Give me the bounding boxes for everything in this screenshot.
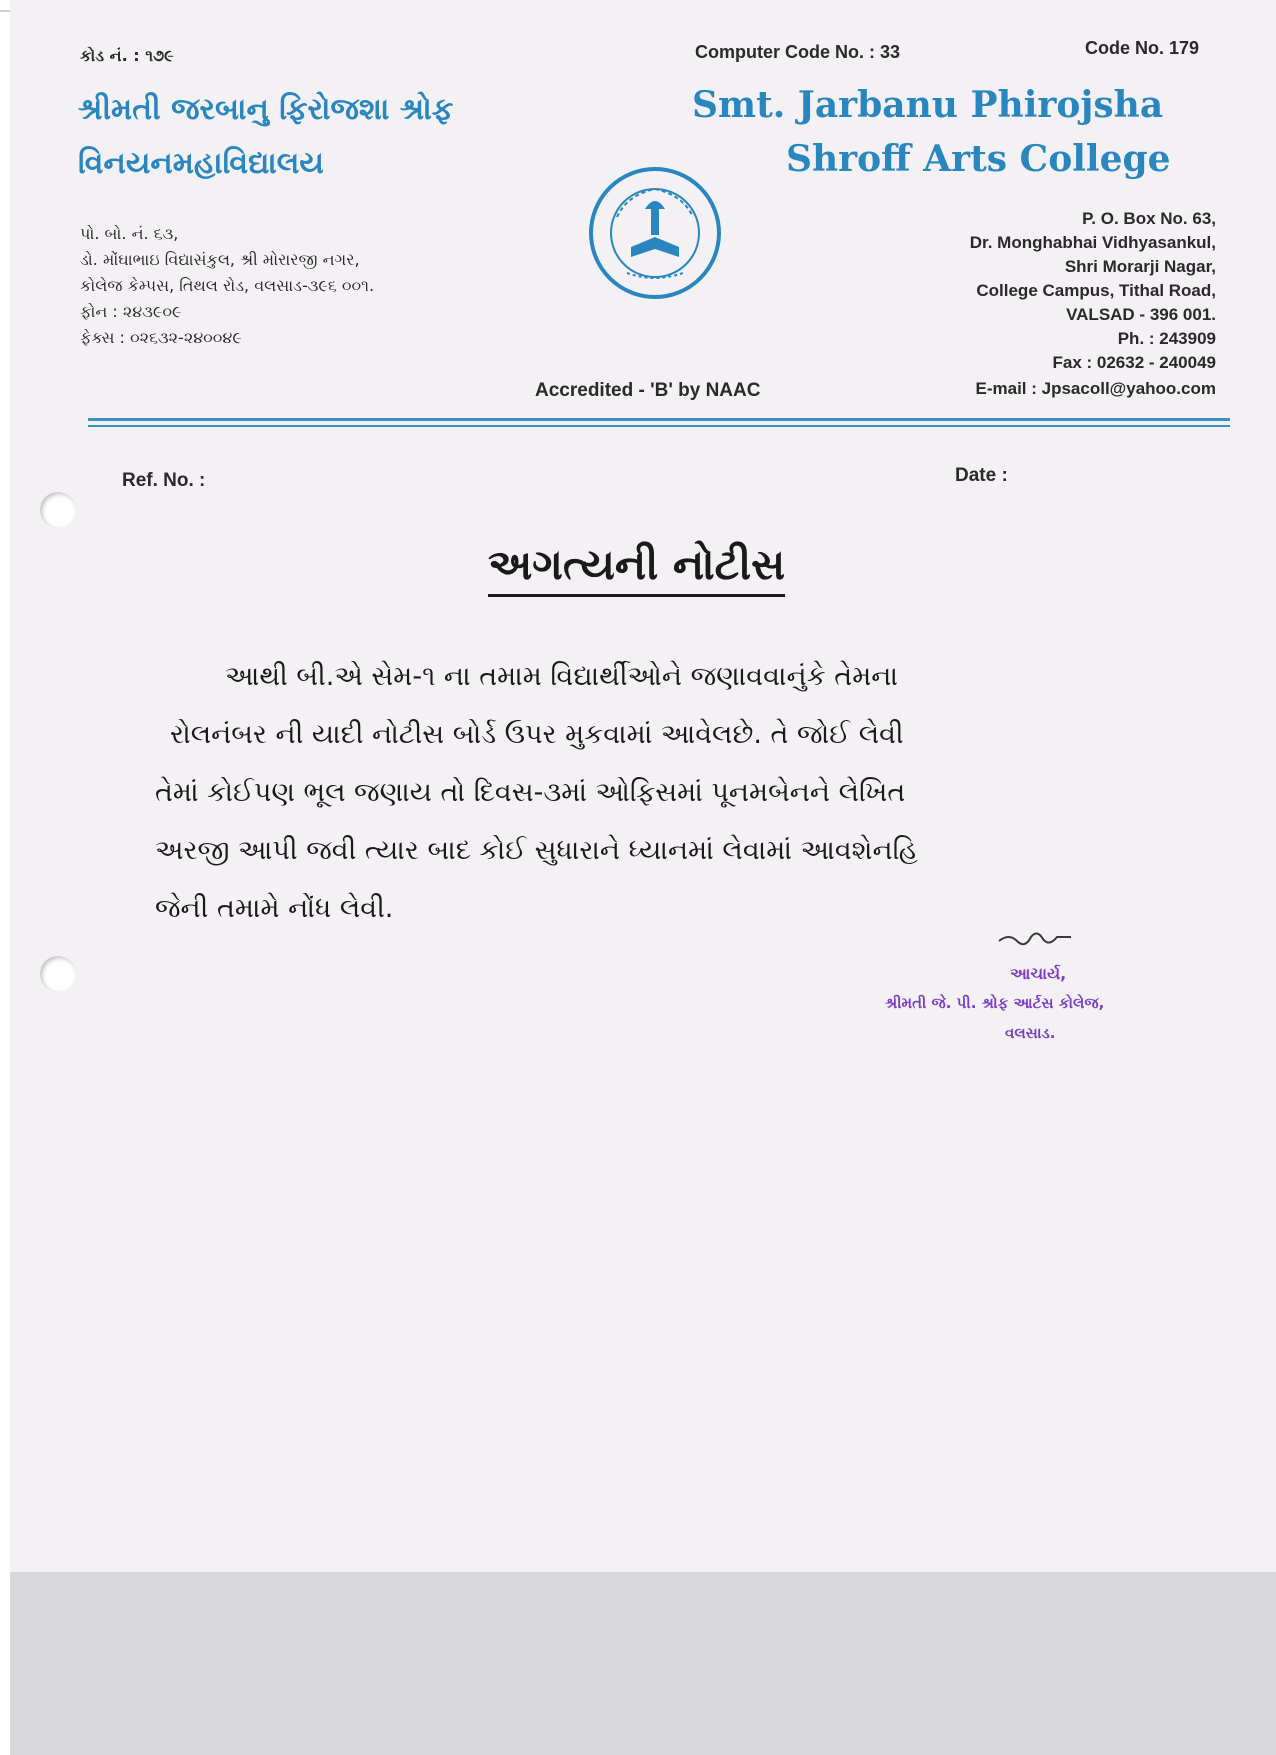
handwritten-signature xyxy=(995,925,1075,953)
stamp-city: વલસાડ. xyxy=(1005,1024,1056,1042)
header-divider-bottom xyxy=(88,425,1230,427)
computer-code: Computer Code No. : 33 xyxy=(695,42,901,62)
college-name-gujarati-line1: શ્રીમતી જરબાનુ ફિરોજશા શ્રોફ xyxy=(78,92,454,127)
notice-body-line: અરજી આપી જવી ત્યાર બાદ કોઈ સુધારાને ધ્યાનમાં લેવામાં આવશેનહિ xyxy=(155,835,918,866)
college-emblem-logo xyxy=(587,165,723,301)
punch-hole-bottom xyxy=(40,956,76,992)
naac-accreditation: Accredited - 'B' by NAAC xyxy=(535,380,761,401)
college-name-english-line1: Smt. Jarbanu Phirojsha xyxy=(692,84,1164,126)
address-english-line: Dr. Monghabhai Vidhyasankul, xyxy=(969,233,1216,252)
ref-number-label: Ref. No. : xyxy=(122,470,206,491)
phone-english: Ph. : 243909 xyxy=(1117,329,1216,348)
notice-body-line: જેની તમામે નોંધ લેવી. xyxy=(155,893,394,924)
phone-gujarati: ફોન : ૨૪૩૯૦૯ xyxy=(80,302,182,321)
address-gujarati-line: પો. બો. નં. ૬૩, xyxy=(80,224,179,243)
stamp-principal-title: આચાર્ય, xyxy=(1010,964,1067,983)
notice-body-line: તેમાં કોઈપણ ભૂલ જણાય તો દિવસ-૩માં ઓફિસમાં પૂનમબેનને લેખિત xyxy=(155,777,906,808)
code-number-gujarati: કોડ નં. : ૧૭૯ xyxy=(80,46,174,65)
stamp-college-name: શ્રીમતી જે. પી. શ્રોફ આર્ટસ કોલેજ, xyxy=(885,994,1105,1012)
address-gujarati-line: કોલેજ કેમ્પસ, તિથલ રોડ, વલસાડ-૩૯૬ ૦૦૧. xyxy=(80,276,375,295)
header-divider-top xyxy=(88,418,1230,421)
address-english-line: Shri Morarji Nagar, xyxy=(1064,257,1216,276)
notice-body xyxy=(155,648,1235,938)
notice-title: અગત્યની નોટીસ xyxy=(488,540,785,597)
address-english-line: VALSAD - 396 001. xyxy=(1066,305,1216,324)
college-name-gujarati-line2: વિનયનમહાવિદ્યાલય xyxy=(78,146,324,181)
notice-body-line: આથી બી.એ સેમ-૧ ના તમામ વિદ્યાર્થીઓને જણાવવાનુંકે તેમના xyxy=(225,661,898,692)
fax-gujarati: ફેક્સ : ૦૨૬૩૨-૨૪૦૦૪૯ xyxy=(80,328,242,347)
notice-body-line: રોલનંબર ની યાદી નોટીસ બોર્ડ ઉપર મુકવામાં આવેલછે. તે જોઈ લેવી xyxy=(170,719,904,750)
punch-hole-top xyxy=(40,492,76,528)
scan-bottom-margin xyxy=(10,1572,1276,1755)
email-address: E-mail : Jpsacoll@yahoo.com xyxy=(975,379,1216,398)
fax-english: Fax : 02632 - 240049 xyxy=(1052,353,1216,372)
code-number: Code No. 179 xyxy=(1085,38,1200,58)
college-name-english-line2: Shroff Arts College xyxy=(786,138,1171,180)
address-english-line: P. O. Box No. 63, xyxy=(1082,209,1216,228)
date-label: Date : xyxy=(955,465,1008,486)
address-english-line: College Campus, Tithal Road, xyxy=(976,281,1216,300)
address-gujarati-line: ડો. મોંઘાભાઇ વિદ્યાસંકુલ, શ્રી મોરારજી નગર, xyxy=(80,250,360,269)
